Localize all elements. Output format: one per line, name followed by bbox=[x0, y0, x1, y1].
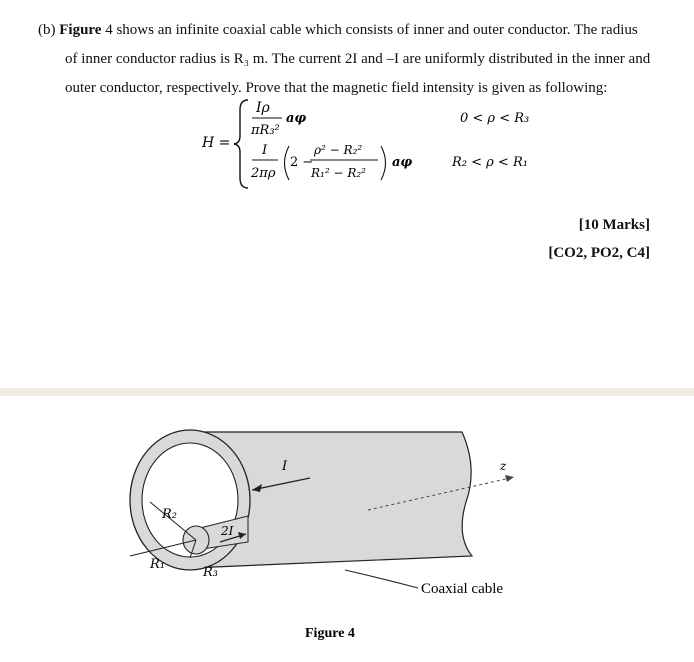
cable-label-leader bbox=[345, 570, 418, 588]
case2-numerator: I bbox=[262, 143, 268, 158]
question-part-label: (b) bbox=[38, 22, 56, 38]
question-text bbox=[38, 16, 668, 103]
magnetic-field-formula bbox=[190, 92, 590, 197]
case2-inner-numerator: ρ² − R₂² bbox=[314, 143, 363, 157]
question-line-1-rest: 4 shows an infinite coaxial cable which consists of inner and outer conductor. The radius bbox=[101, 22, 638, 38]
case2-unit-vector: aφ bbox=[392, 155, 413, 170]
question-line-1 bbox=[38, 16, 668, 45]
outer-current-label: I bbox=[282, 459, 288, 474]
coaxial-cable-label: Coaxial cable bbox=[421, 581, 504, 597]
case2-inner-denominator: R₁² − R₂² bbox=[311, 166, 366, 180]
question-line-3: outer conductor, respectively. Prove that the magnetic field intensity is given as following: bbox=[65, 80, 608, 96]
R3-label: R₃ bbox=[203, 565, 218, 580]
case1-denominator: πR₃² bbox=[251, 123, 280, 138]
R2-label: R₂ bbox=[162, 507, 177, 522]
case1-numerator: Iρ bbox=[256, 100, 270, 116]
formula-brace bbox=[234, 100, 248, 188]
inner-current-label: 2I bbox=[221, 524, 234, 538]
figure-caption: Figure 4 bbox=[305, 626, 355, 641]
course-outcomes-label: [CO2, PO2, C4] bbox=[548, 245, 650, 261]
question-line-2: of inner conductor radius is R₃ m. The current 2I and –I are uniformly distributed in the inner and bbox=[65, 51, 651, 67]
coaxial-cable-figure bbox=[0, 398, 694, 662]
case2-right-paren bbox=[381, 146, 386, 180]
case1-unit-vector: aφ bbox=[286, 111, 307, 126]
z-axis-arrowhead bbox=[505, 475, 514, 482]
marks-label: [10 Marks] bbox=[578, 217, 650, 233]
figure-reference: Figure bbox=[59, 22, 102, 38]
case2-denominator: 2πρ bbox=[251, 166, 276, 181]
case1-condition: 0 < ρ < R₃ bbox=[460, 111, 530, 126]
R1-label: R₁ bbox=[150, 557, 165, 572]
formula-lhs: H = bbox=[202, 135, 231, 151]
case2-two: 2 − bbox=[290, 155, 314, 170]
case2-condition: R₂ < ρ < R₁ bbox=[452, 155, 528, 170]
case2-left-paren bbox=[285, 146, 290, 180]
z-axis-label: z bbox=[500, 459, 507, 473]
page-separator bbox=[0, 388, 694, 396]
